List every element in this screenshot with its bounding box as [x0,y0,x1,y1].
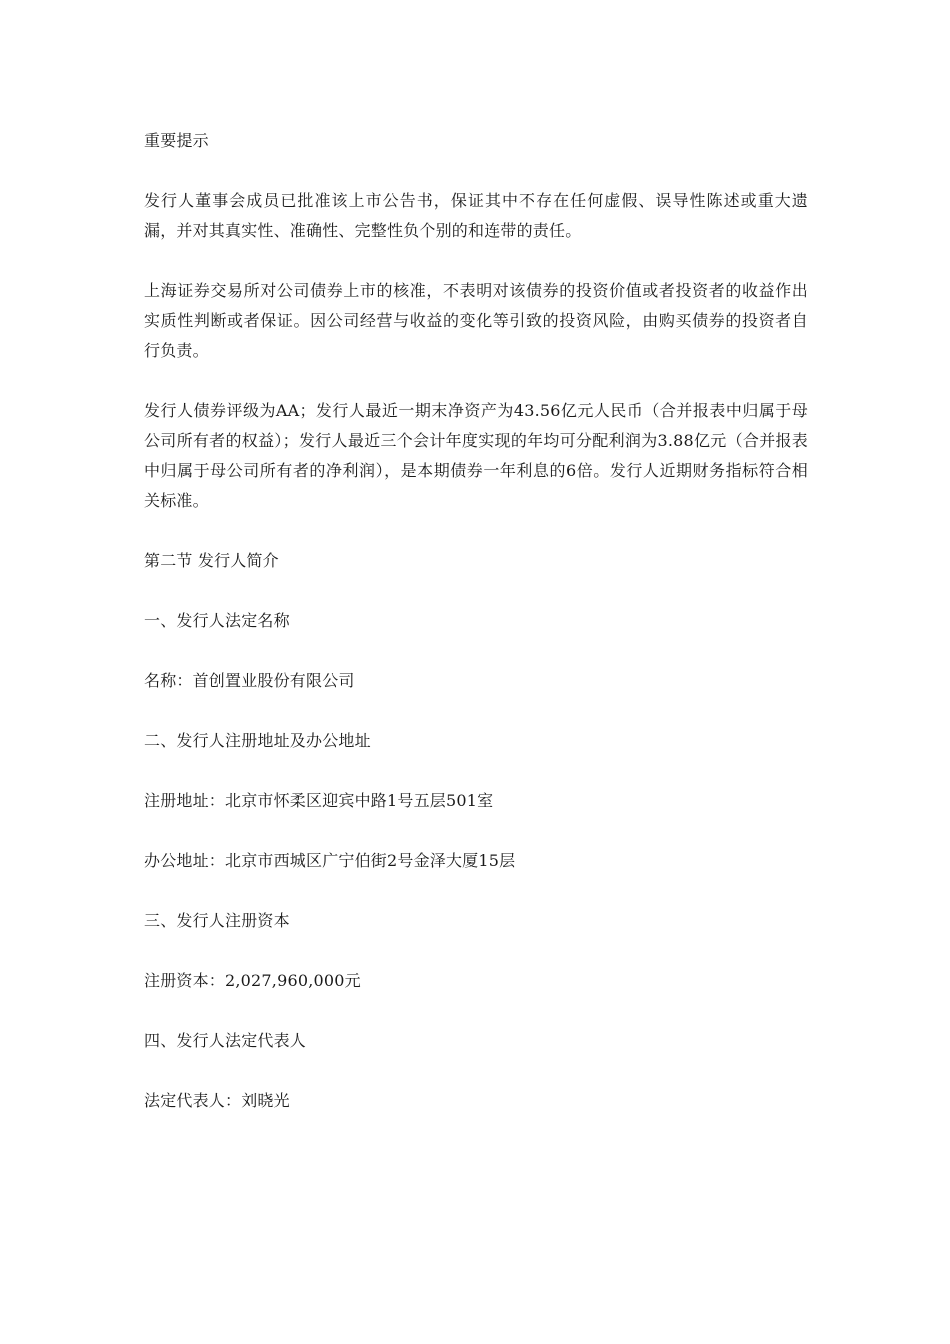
important-notice-heading: 重要提示 [144,131,209,150]
legal-representative-title: 四、发行人法定代表人 [144,1031,307,1050]
rating-financials-paragraph: 发行人债券评级为AA；发行人最近一期末净资产为43.56亿元人民币（合并报表中归属于母公司所有者的权益）；发行人最近三个会计年度实现的年均可分配利润为3.88亿元（合并报表中归属于母公司所有者的净利润），是本期债券一年利息的6倍。发行人近期财务指标符合相关标准。 [144,401,808,510]
registered-capital-title: 三、发行人注册资本 [144,911,290,930]
legal-name-title: 一、发行人法定名称 [144,611,290,630]
legal-representative-value: 法定代表人：刘晓光 [144,1091,290,1110]
address-title: 二、发行人注册地址及办公地址 [144,731,371,750]
registered-capital-value: 注册资本：2,027,960,000元 [144,971,361,990]
document-body [144,126,808,1116]
office-address: 办公地址：北京市西城区广宁伯街2号金泽大厦15层 [144,851,516,870]
exchange-disclaimer-paragraph: 上海证券交易所对公司债券上市的核准，不表明对该债券的投资价值或者投资者的收益作出实质性判断或者保证。因公司经营与收益的变化等引致的投资风险，由购买债券的投资者自行负责。 [144,281,808,360]
board-approval-paragraph: 发行人董事会成员已批准该上市公告书，保证其中不存在任何虚假、误导性陈述或重大遗漏，并对其真实性、准确性、完整性负个别的和连带的责任。 [144,191,808,240]
section-heading-issuer-intro: 第二节 发行人简介 [144,551,279,570]
legal-name-value: 名称：首创置业股份有限公司 [144,671,355,690]
registered-address: 注册地址：北京市怀柔区迎宾中路1号五层501室 [144,791,494,810]
